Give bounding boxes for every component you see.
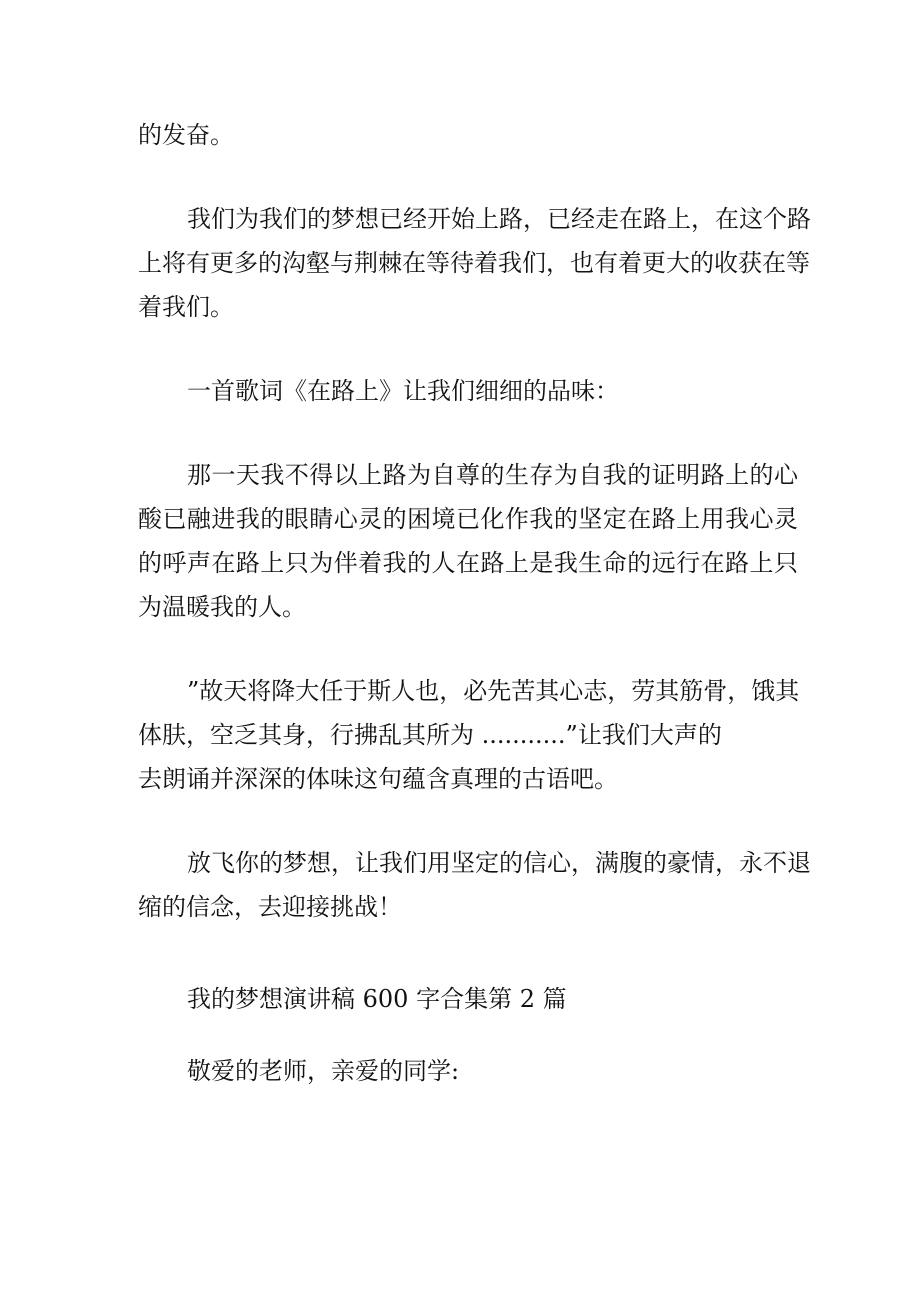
text-line: 酸已融进我的眼睛心灵的困境已化作我的坚定在路上用我心灵	[138, 505, 798, 533]
text-line: ”故天将降大任于斯人也，必先苦其心志，劳其筋骨，饿其	[187, 677, 800, 705]
text-line: 的发奋。	[138, 121, 234, 149]
text-line: 一首歌词《在路上》让我们细细的品味：	[187, 377, 619, 405]
salutation: 敬爱的老师，亲爱的同学:	[187, 1057, 460, 1085]
text-line: 那一天我不得以上路为自尊的生存为自我的证明路上的心	[187, 461, 798, 489]
text-line: 为温暖我的人。	[138, 593, 306, 621]
text-line: 放飞你的梦想，让我们用坚定的信心，满腹的豪情，永不退	[187, 849, 811, 877]
text-line: 上将有更多的沟壑与荆棘在等待着我们，也有着更大的收获在等	[138, 249, 810, 277]
text-line: 的呼声在路上只为伴着我的人在路上是我生命的远行在路上只	[138, 549, 798, 577]
text-line: 我们为我们的梦想已经开始上路，已经走在路上，在这个路	[187, 205, 811, 233]
text-line: 体肤，空乏其身，行拂乱其所为 ...........”让我们大声的	[138, 721, 722, 749]
text-line: 缩的信念，去迎接挑战！	[138, 893, 402, 921]
section-title: 我的梦想演讲稿 600 字合集第 2 篇	[187, 985, 567, 1013]
text-line: 着我们。	[138, 293, 234, 321]
text-line: 去朗诵并深深的体味这句蕴含真理的古语吧。	[138, 765, 618, 793]
